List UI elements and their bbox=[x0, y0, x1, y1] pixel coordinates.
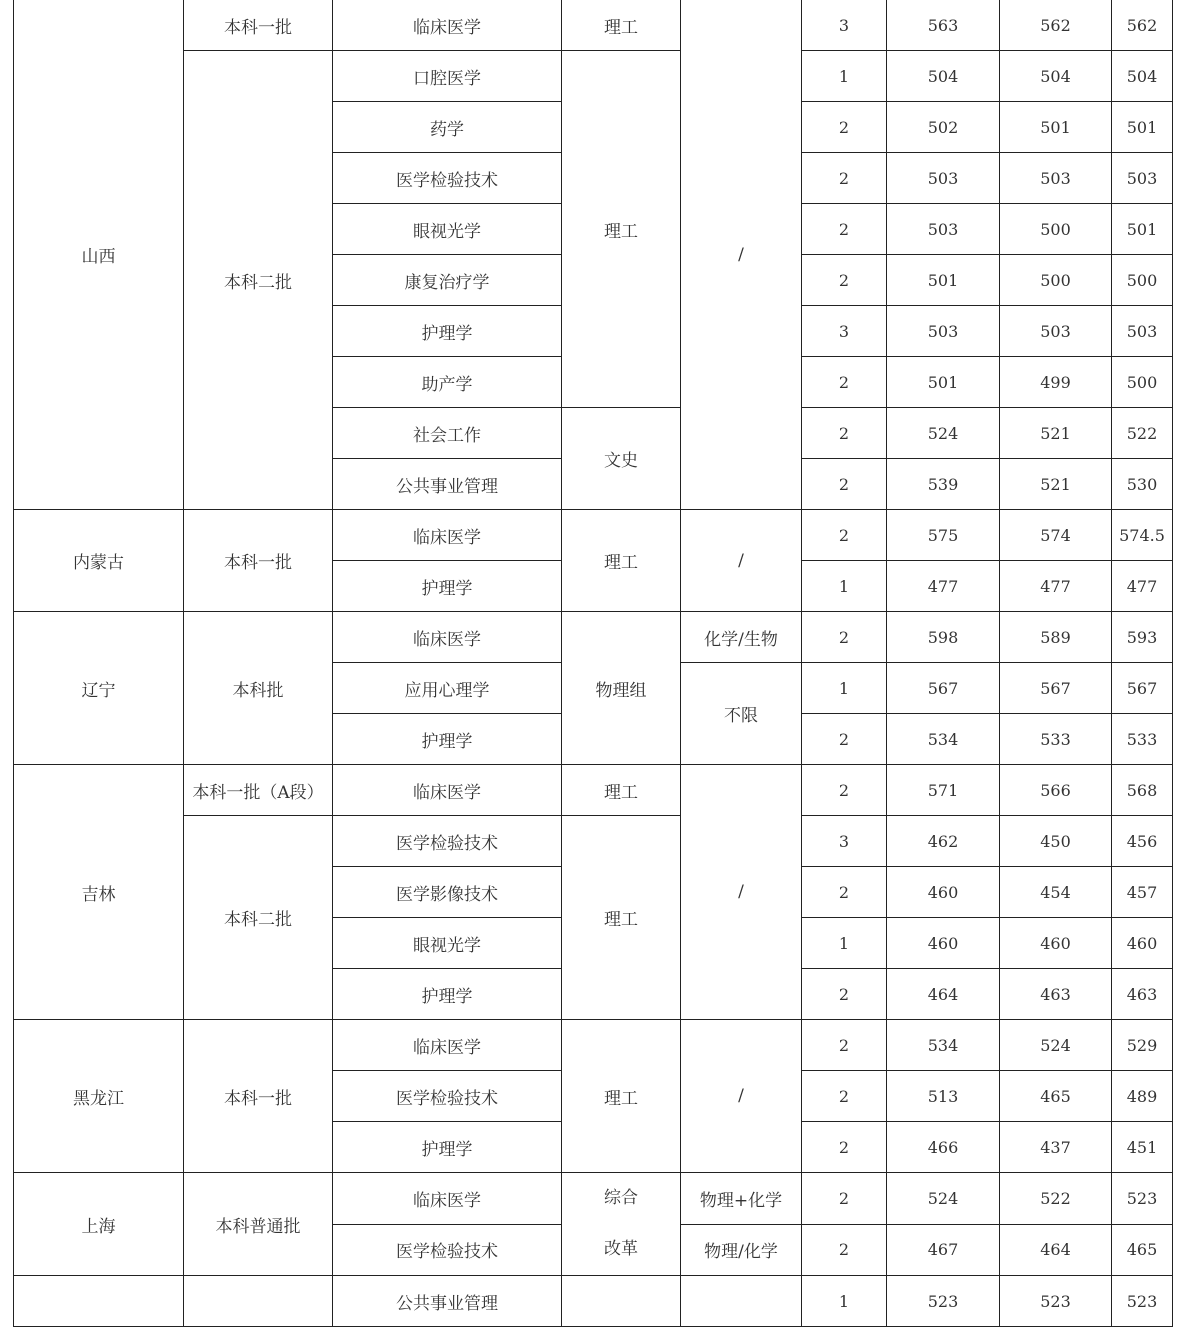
enrollment-count-cell: 1 bbox=[802, 561, 887, 612]
min-score-cell: 589 bbox=[1000, 612, 1112, 663]
province-cell: 山西 bbox=[14, 0, 184, 510]
major-cell: 康复治疗学 bbox=[333, 255, 562, 306]
avg-score-cell: 522 bbox=[1112, 408, 1173, 459]
min-score-cell: 501 bbox=[1000, 102, 1112, 153]
enrollment-count-cell: 1 bbox=[802, 1276, 887, 1327]
major-cell: 应用心理学 bbox=[333, 663, 562, 714]
min-score-cell: 522 bbox=[1000, 1173, 1112, 1225]
min-score-cell: 521 bbox=[1000, 408, 1112, 459]
enrollment-count-cell: 2 bbox=[802, 408, 887, 459]
major-cell: 护理学 bbox=[333, 306, 562, 357]
avg-score-cell: 574.5 bbox=[1112, 510, 1173, 561]
max-score-cell: 462 bbox=[887, 816, 1000, 867]
min-score-cell: 477 bbox=[1000, 561, 1112, 612]
min-score-cell: 504 bbox=[1000, 51, 1112, 102]
enrollment-count-cell: 2 bbox=[802, 1122, 887, 1173]
enrollment-count-cell: 1 bbox=[802, 51, 887, 102]
max-score-cell: 467 bbox=[887, 1224, 1000, 1276]
min-score-cell: 574 bbox=[1000, 510, 1112, 561]
category-cell: 物理组 bbox=[562, 612, 681, 765]
avg-score-cell: 465 bbox=[1112, 1224, 1173, 1276]
batch-cell: 本科普通批 bbox=[184, 1173, 333, 1276]
major-cell: 公共事业管理 bbox=[333, 459, 562, 510]
min-score-cell: 500 bbox=[1000, 204, 1112, 255]
province-cell: 上海 bbox=[14, 1173, 184, 1276]
major-cell: 护理学 bbox=[333, 714, 562, 765]
min-score-cell: 533 bbox=[1000, 714, 1112, 765]
major-cell: 医学检验技术 bbox=[333, 153, 562, 204]
major-cell: 眼视光学 bbox=[333, 918, 562, 969]
min-score-cell: 499 bbox=[1000, 357, 1112, 408]
major-cell: 药学 bbox=[333, 102, 562, 153]
max-score-cell: 460 bbox=[887, 867, 1000, 918]
major-cell: 公共事业管理 bbox=[333, 1276, 562, 1327]
major-cell: 眼视光学 bbox=[333, 204, 562, 255]
avg-score-cell: 567 bbox=[1112, 663, 1173, 714]
province-cell: 内蒙古 bbox=[14, 510, 184, 612]
max-score-cell: 503 bbox=[887, 306, 1000, 357]
enrollment-count-cell: 1 bbox=[802, 663, 887, 714]
max-score-cell: 501 bbox=[887, 357, 1000, 408]
table-row bbox=[14, 765, 1173, 816]
category-cell: 理工 bbox=[562, 510, 681, 612]
avg-score-cell: 457 bbox=[1112, 867, 1173, 918]
avg-score-cell: 477 bbox=[1112, 561, 1173, 612]
min-score-cell: 460 bbox=[1000, 918, 1112, 969]
avg-score-cell: 523 bbox=[1112, 1173, 1173, 1225]
enrollment-count-cell: 3 bbox=[802, 0, 887, 51]
avg-score-cell: 460 bbox=[1112, 918, 1173, 969]
max-score-cell: 539 bbox=[887, 459, 1000, 510]
avg-score-cell: 593 bbox=[1112, 612, 1173, 663]
min-score-cell: 500 bbox=[1000, 255, 1112, 306]
category-cell: 理工 bbox=[562, 765, 681, 816]
min-score-cell: 521 bbox=[1000, 459, 1112, 510]
enrollment-count-cell: 3 bbox=[802, 816, 887, 867]
min-score-cell: 562 bbox=[1000, 0, 1112, 51]
province-cell bbox=[14, 1276, 184, 1327]
table-row bbox=[14, 612, 1173, 663]
avg-score-cell: 562 bbox=[1112, 0, 1173, 51]
avg-score-cell: 501 bbox=[1112, 102, 1173, 153]
min-score-cell: 450 bbox=[1000, 816, 1112, 867]
major-cell: 护理学 bbox=[333, 1122, 562, 1173]
enrollment-count-cell: 3 bbox=[802, 306, 887, 357]
min-score-cell: 464 bbox=[1000, 1224, 1112, 1276]
subject-requirement-cell: / bbox=[681, 1020, 802, 1173]
max-score-cell: 466 bbox=[887, 1122, 1000, 1173]
province-cell: 辽宁 bbox=[14, 612, 184, 765]
max-score-cell: 477 bbox=[887, 561, 1000, 612]
max-score-cell: 513 bbox=[887, 1071, 1000, 1122]
enrollment-count-cell: 2 bbox=[802, 714, 887, 765]
category-cell: 理工 bbox=[562, 816, 681, 1020]
max-score-cell: 563 bbox=[887, 0, 1000, 51]
batch-cell: 本科一批（A段） bbox=[184, 765, 333, 816]
subject-requirement-cell: / bbox=[681, 0, 802, 510]
max-score-cell: 534 bbox=[887, 1020, 1000, 1071]
min-score-cell: 523 bbox=[1000, 1276, 1112, 1327]
max-score-cell: 524 bbox=[887, 1173, 1000, 1225]
major-cell: 护理学 bbox=[333, 969, 562, 1020]
category-cell: 文史 bbox=[562, 408, 681, 510]
batch-cell: 本科二批 bbox=[184, 51, 333, 510]
major-cell: 临床医学 bbox=[333, 0, 562, 51]
major-cell: 临床医学 bbox=[333, 510, 562, 561]
max-score-cell: 502 bbox=[887, 102, 1000, 153]
avg-score-cell: 456 bbox=[1112, 816, 1173, 867]
max-score-cell: 524 bbox=[887, 408, 1000, 459]
table-row bbox=[14, 1276, 1173, 1327]
enrollment-count-cell: 2 bbox=[802, 1020, 887, 1071]
major-cell: 临床医学 bbox=[333, 765, 562, 816]
avg-score-cell: 501 bbox=[1112, 204, 1173, 255]
enrollment-count-cell: 2 bbox=[802, 510, 887, 561]
batch-cell: 本科一批 bbox=[184, 510, 333, 612]
min-score-cell: 524 bbox=[1000, 1020, 1112, 1071]
category-line: 改革 bbox=[604, 1239, 638, 1259]
enrollment-count-cell: 2 bbox=[802, 1224, 887, 1276]
avg-score-cell: 530 bbox=[1112, 459, 1173, 510]
max-score-cell: 460 bbox=[887, 918, 1000, 969]
major-cell: 医学影像技术 bbox=[333, 867, 562, 918]
avg-score-cell: 533 bbox=[1112, 714, 1173, 765]
avg-score-cell: 500 bbox=[1112, 255, 1173, 306]
enrollment-count-cell: 2 bbox=[802, 765, 887, 816]
batch-cell: 本科批 bbox=[184, 612, 333, 765]
min-score-cell: 463 bbox=[1000, 969, 1112, 1020]
min-score-cell: 454 bbox=[1000, 867, 1112, 918]
enrollment-count-cell: 2 bbox=[802, 969, 887, 1020]
min-score-cell: 503 bbox=[1000, 306, 1112, 357]
enrollment-count-cell: 2 bbox=[802, 612, 887, 663]
avg-score-cell: 500 bbox=[1112, 357, 1173, 408]
max-score-cell: 571 bbox=[887, 765, 1000, 816]
subject-requirement-cell: 化学/生物 bbox=[681, 612, 802, 663]
table-row bbox=[14, 816, 1173, 867]
batch-cell: 本科二批 bbox=[184, 816, 333, 1020]
category-cell bbox=[562, 1173, 681, 1276]
min-score-cell: 465 bbox=[1000, 1071, 1112, 1122]
min-score-cell: 567 bbox=[1000, 663, 1112, 714]
max-score-cell: 503 bbox=[887, 204, 1000, 255]
province-cell: 吉林 bbox=[14, 765, 184, 1020]
major-cell: 口腔医学 bbox=[333, 51, 562, 102]
table-row bbox=[14, 0, 1173, 51]
major-cell: 助产学 bbox=[333, 357, 562, 408]
enrollment-count-cell: 2 bbox=[802, 102, 887, 153]
category-cell: 理工 bbox=[562, 0, 681, 51]
enrollment-count-cell: 2 bbox=[802, 357, 887, 408]
major-cell: 医学检验技术 bbox=[333, 1224, 562, 1276]
major-cell: 医学检验技术 bbox=[333, 1071, 562, 1122]
avg-score-cell: 503 bbox=[1112, 306, 1173, 357]
subject-requirement-cell: / bbox=[681, 510, 802, 612]
admission-score-table bbox=[13, 0, 1173, 1327]
avg-score-cell: 523 bbox=[1112, 1276, 1173, 1327]
major-cell: 临床医学 bbox=[333, 1020, 562, 1071]
enrollment-count-cell: 2 bbox=[802, 1173, 887, 1225]
max-score-cell: 598 bbox=[887, 612, 1000, 663]
major-cell: 临床医学 bbox=[333, 1173, 562, 1225]
max-score-cell: 503 bbox=[887, 153, 1000, 204]
avg-score-cell: 529 bbox=[1112, 1020, 1173, 1071]
max-score-cell: 501 bbox=[887, 255, 1000, 306]
avg-score-cell: 504 bbox=[1112, 51, 1173, 102]
subject-requirement-cell: 物理+化学 bbox=[681, 1173, 802, 1225]
min-score-cell: 566 bbox=[1000, 765, 1112, 816]
category-cell: 理工 bbox=[562, 51, 681, 408]
batch-cell: 本科一批 bbox=[184, 0, 333, 51]
enrollment-count-cell: 2 bbox=[802, 867, 887, 918]
category-line: 综合 bbox=[604, 1188, 638, 1208]
max-score-cell: 534 bbox=[887, 714, 1000, 765]
subject-requirement-cell: 物理/化学 bbox=[681, 1224, 802, 1276]
table-row bbox=[14, 510, 1173, 561]
table-body bbox=[14, 0, 1173, 1327]
category-cell: 理工 bbox=[562, 1020, 681, 1173]
enrollment-count-cell: 2 bbox=[802, 153, 887, 204]
subject-requirement-cell bbox=[681, 1276, 802, 1327]
enrollment-count-cell: 1 bbox=[802, 918, 887, 969]
major-cell: 临床医学 bbox=[333, 612, 562, 663]
max-score-cell: 464 bbox=[887, 969, 1000, 1020]
enrollment-count-cell: 2 bbox=[802, 1071, 887, 1122]
avg-score-cell: 568 bbox=[1112, 765, 1173, 816]
batch-cell bbox=[184, 1276, 333, 1327]
province-cell: 黑龙江 bbox=[14, 1020, 184, 1173]
enrollment-count-cell: 2 bbox=[802, 255, 887, 306]
max-score-cell: 523 bbox=[887, 1276, 1000, 1327]
avg-score-cell: 489 bbox=[1112, 1071, 1173, 1122]
table-row bbox=[14, 1020, 1173, 1071]
min-score-cell: 503 bbox=[1000, 153, 1112, 204]
enrollment-count-cell: 2 bbox=[802, 204, 887, 255]
category-cell bbox=[562, 1276, 681, 1327]
subject-requirement-cell: 不限 bbox=[681, 663, 802, 765]
major-cell: 医学检验技术 bbox=[333, 816, 562, 867]
major-cell: 护理学 bbox=[333, 561, 562, 612]
max-score-cell: 504 bbox=[887, 51, 1000, 102]
enrollment-count-cell: 2 bbox=[802, 459, 887, 510]
batch-cell: 本科一批 bbox=[184, 1020, 333, 1173]
table-row bbox=[14, 1173, 1173, 1225]
table-row bbox=[14, 51, 1173, 102]
max-score-cell: 567 bbox=[887, 663, 1000, 714]
avg-score-cell: 463 bbox=[1112, 969, 1173, 1020]
max-score-cell: 575 bbox=[887, 510, 1000, 561]
avg-score-cell: 503 bbox=[1112, 153, 1173, 204]
major-cell: 社会工作 bbox=[333, 408, 562, 459]
min-score-cell: 437 bbox=[1000, 1122, 1112, 1173]
subject-requirement-cell: / bbox=[681, 765, 802, 1020]
avg-score-cell: 451 bbox=[1112, 1122, 1173, 1173]
